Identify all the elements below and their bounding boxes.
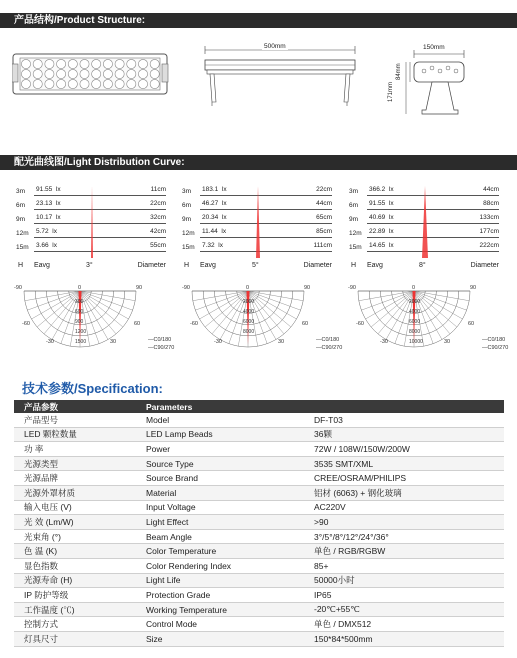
led-icon — [127, 69, 136, 78]
led-icon — [80, 59, 89, 68]
spec-cell-cn: 显色指数 — [14, 558, 136, 573]
led-icon — [103, 79, 112, 88]
diameter-value: 222cm — [479, 242, 499, 249]
height-label: 9m — [16, 216, 26, 223]
height-label: 3m — [349, 188, 359, 195]
led-icon — [21, 79, 30, 88]
led-icon — [92, 59, 101, 68]
led-icon — [150, 59, 159, 68]
depth-dimension: 84mm — [396, 63, 402, 80]
led-icon — [115, 59, 124, 68]
polar-axis-label: —C90/270 — [148, 345, 175, 351]
spec-cell-value: DF-T03 — [304, 413, 504, 427]
height-label: 15m — [16, 244, 29, 251]
polar-diagram-8deg — [348, 283, 510, 355]
table-row — [14, 631, 504, 646]
led-icon — [21, 69, 30, 78]
height-label: 15m — [182, 244, 195, 251]
polar-axis-label: -90 — [348, 285, 356, 291]
spec-cell-value: 3°/5°/8°/12°/24°/36° — [304, 529, 504, 544]
led-icon — [150, 69, 159, 78]
height-label: 15m — [349, 244, 362, 251]
polar-ring-label: 6000 — [243, 319, 255, 325]
polar-axis-label: -60 — [22, 321, 30, 327]
table-row — [14, 515, 504, 530]
spec-cell-value: 72W / 108W/150W/200W — [304, 442, 504, 457]
spec-title: 技术参数/Specification: — [22, 381, 163, 396]
led-icon — [127, 79, 136, 88]
spec-cell-cn: 控制方式 — [14, 617, 136, 632]
diameter-value: 42cm — [150, 228, 166, 235]
spec-cell-value: 铝材 (6063) + 钢化玻璃 — [304, 485, 504, 500]
spec-cell-cn: 光源寿命 (H) — [14, 573, 136, 588]
spec-cell-value: 36颗 — [304, 427, 504, 442]
table-row — [14, 500, 504, 515]
table-row — [14, 573, 504, 588]
polar-ring-label: 2000 — [243, 299, 255, 305]
spec-cell-cn: 光源类型 — [14, 456, 136, 471]
diameter-label: Diameter — [303, 262, 332, 269]
polar-axis-label: 0 — [246, 285, 250, 291]
spec-cell-en: Source Brand — [136, 471, 304, 486]
polar-axis-label: 30 — [110, 339, 117, 345]
eavg-label: Eavg — [367, 262, 383, 269]
table-row — [14, 456, 504, 471]
spec-cell-en: Color Rendering Index — [136, 558, 304, 573]
led-icon — [127, 59, 136, 68]
spec-cell-en: LED Lamp Beads — [136, 427, 304, 442]
led-icon — [138, 59, 147, 68]
led-icon — [103, 69, 112, 78]
spec-header-value — [304, 400, 504, 413]
spec-cell-value: 85+ — [304, 558, 504, 573]
diameter-value: 85cm — [316, 228, 332, 235]
diameter-value: 133cm — [479, 214, 499, 221]
diameter-value: 111cm — [313, 242, 332, 249]
product-side-view — [200, 42, 360, 110]
table-row — [14, 617, 504, 632]
lux-value: 7.32 lx — [202, 242, 223, 249]
spec-cell-cn: 工作温度 (℃) — [14, 602, 136, 617]
diameter-value: 65cm — [316, 214, 332, 221]
spec-cell-en: Source Type — [136, 456, 304, 471]
spec-cell-value: AC220V — [304, 500, 504, 515]
spec-cell-cn: LED 颗粒数量 — [14, 427, 136, 442]
table-row — [14, 485, 504, 500]
spec-cell-value: 50000小时 — [304, 573, 504, 588]
lux-value: 91.55 lx — [36, 186, 61, 193]
polar-axis-label: -60 — [190, 321, 198, 327]
lux-value: 91.55 lx — [369, 200, 394, 207]
polar-axis-label: 90 — [470, 285, 477, 291]
lux-value: 23.13 lx — [36, 200, 61, 207]
polar-axis-label: -30 — [214, 339, 222, 345]
polar-axis-label: 0 — [412, 285, 416, 291]
spec-cell-value: IP65 — [304, 588, 504, 603]
polar-axis-label: 60 — [468, 321, 475, 327]
polar-axis-label: —C90/270 — [482, 345, 509, 351]
polar-ring-label: 900 — [75, 319, 84, 325]
spec-cell-value: 单色 / RGB/RGBW — [304, 544, 504, 559]
led-icon — [45, 79, 54, 88]
diameter-value: 22cm — [316, 186, 332, 193]
width-dimension: 150mm — [423, 44, 445, 51]
product-front-view — [12, 46, 172, 102]
polar-ring-label: 4000 — [243, 309, 255, 315]
table-row — [14, 558, 504, 573]
led-icon — [103, 59, 112, 68]
led-icon — [45, 59, 54, 68]
polar-axis-label: 60 — [134, 321, 141, 327]
polar-axis-label: -30 — [46, 339, 54, 345]
spec-cell-value: CREE/OSRAM/PHILIPS — [304, 471, 504, 486]
diameter-value: 177cm — [479, 228, 499, 235]
polar-axis-label: 0 — [78, 285, 82, 291]
lux-value: 22.89 lx — [369, 228, 394, 235]
led-icon — [57, 59, 66, 68]
led-icon — [80, 79, 89, 88]
polar-axis-label: 90 — [136, 285, 143, 291]
diameter-value: 32cm — [150, 214, 166, 221]
polar-diagram-5deg — [182, 283, 344, 355]
distribution-chart-8deg — [349, 186, 499, 274]
led-icon — [115, 79, 124, 88]
spec-cell-cn: 光 效 (Lm/W) — [14, 515, 136, 530]
lux-value: 10.17 lx — [36, 214, 61, 221]
spec-cell-en: Power — [136, 442, 304, 457]
beam-cone — [88, 186, 96, 258]
polar-axis-label: -90 — [14, 285, 22, 291]
diameter-label: Diameter — [137, 262, 166, 269]
height-label: 9m — [182, 216, 192, 223]
h-label: H — [351, 262, 357, 269]
spec-cell-en: Working Temperature — [136, 602, 304, 617]
spec-cell-en: Control Mode — [136, 617, 304, 632]
polar-ring-label: 600 — [75, 309, 84, 315]
table-row — [14, 588, 504, 603]
spec-cell-cn: 光束角 (°) — [14, 529, 136, 544]
led-icon — [57, 79, 66, 88]
lux-value: 3.66 lx — [36, 242, 57, 249]
polar-axis-label: 90 — [304, 285, 311, 291]
height-label: 6m — [16, 202, 26, 209]
polar-axis-label: —C90/270 — [316, 345, 343, 351]
beam-cone — [421, 186, 429, 258]
spec-cell-en: Material — [136, 485, 304, 500]
led-icon — [68, 79, 77, 88]
height-label: 12m — [182, 230, 195, 237]
polar-ring-label: 10000 — [409, 339, 423, 345]
lux-value: 40.69 lx — [369, 214, 394, 221]
led-icon — [68, 59, 77, 68]
diameter-value: 44cm — [316, 200, 332, 207]
polar-axis-label: -30 — [380, 339, 388, 345]
height-label: 12m — [349, 230, 362, 237]
diameter-value: 55cm — [150, 242, 166, 249]
spec-header-row — [14, 400, 504, 413]
led-icon — [57, 69, 66, 78]
beam-angle-label: 3° — [86, 262, 93, 269]
spec-cell-cn: 功 率 — [14, 442, 136, 457]
table-row — [14, 602, 504, 617]
spec-cell-en: Beam Angle — [136, 529, 304, 544]
spec-cell-value: 3535 SMT/XML — [304, 456, 504, 471]
polar-axis-label: 30 — [444, 339, 451, 345]
h-label: H — [184, 262, 190, 269]
height-label: 3m — [182, 188, 192, 195]
distribution-chart-5deg — [182, 186, 332, 274]
spec-cell-cn: 光源外罩材质 — [14, 485, 136, 500]
lux-value: 11.44 lx — [202, 228, 227, 235]
polar-ring-label: 2000 — [409, 299, 421, 305]
led-icon — [92, 69, 101, 78]
polar-ring-label: 8000 — [409, 329, 421, 335]
table-row — [14, 544, 504, 559]
spec-header-en: Parameters — [136, 400, 304, 413]
spec-cell-cn: 色 温 (K) — [14, 544, 136, 559]
spec-cell-en: Color Temperature — [136, 544, 304, 559]
table-row — [14, 529, 504, 544]
polar-axis-label: -90 — [182, 285, 190, 291]
table-row — [14, 442, 504, 457]
eavg-label: Eavg — [200, 262, 216, 269]
polar-axis-label: -60 — [356, 321, 364, 327]
distribution-chart-3deg — [16, 186, 166, 274]
table-row — [14, 413, 504, 427]
beam-angle-label: 5° — [252, 262, 259, 269]
spec-cell-cn: IP 防护等级 — [14, 588, 136, 603]
polar-ring-label: 300 — [75, 299, 84, 305]
spec-cell-value: >90 — [304, 515, 504, 530]
length-dimension: 500mm — [264, 43, 286, 50]
led-icon — [138, 79, 147, 88]
led-icon — [21, 59, 30, 68]
spec-cell-en: Protection Grade — [136, 588, 304, 603]
led-icon — [68, 69, 77, 78]
diameter-value: 11cm — [150, 186, 166, 193]
diameter-value: 88cm — [483, 200, 499, 207]
led-icon — [33, 59, 42, 68]
led-icon — [115, 69, 124, 78]
led-icon — [33, 79, 42, 88]
spec-cell-en: Model — [136, 413, 304, 427]
diameter-label: Diameter — [470, 262, 499, 269]
spec-cell-cn: 光源品牌 — [14, 471, 136, 486]
polar-ring-label: 1200 — [75, 329, 87, 335]
beam-angle-label: 8° — [419, 262, 426, 269]
lux-value: 46.27 lx — [202, 200, 227, 207]
lux-value: 183.1 lx — [202, 186, 227, 193]
lux-value: 20.34 lx — [202, 214, 227, 221]
polar-axis-label: —C0/180 — [148, 337, 172, 343]
section-title-light-curve: 配光曲线图/Light Distribution Curve: — [0, 155, 517, 170]
lux-value: 14.65 lx — [369, 242, 394, 249]
beam-cone — [254, 186, 262, 258]
spec-cell-value: -20℃+55℃ — [304, 602, 504, 617]
polar-axis-label: —C0/180 — [482, 337, 506, 343]
spec-cell-cn: 输入电压 (V) — [14, 500, 136, 515]
height-label: 9m — [349, 216, 359, 223]
eavg-label: Eavg — [34, 262, 50, 269]
led-icon — [92, 79, 101, 88]
led-icon — [138, 69, 147, 78]
spec-cell-en: Light Life — [136, 573, 304, 588]
led-icon — [45, 69, 54, 78]
led-icon — [33, 69, 42, 78]
spec-cell-value: 150*84*500mm — [304, 631, 504, 646]
table-row — [14, 427, 504, 442]
lux-value: 366.2 lx — [369, 186, 394, 193]
section-title-structure: 产品结构/Product Structure: — [0, 13, 517, 28]
height-label: 6m — [182, 202, 192, 209]
spec-cell-cn: 灯具尺寸 — [14, 631, 136, 646]
product-end-view — [392, 44, 502, 119]
diameter-value: 22cm — [150, 200, 166, 207]
table-row — [14, 471, 504, 486]
polar-axis-label: 30 — [278, 339, 285, 345]
polar-ring-label: 6000 — [409, 319, 421, 325]
spec-table — [14, 400, 504, 647]
h-label: H — [18, 262, 24, 269]
spec-cell-cn: 产品型号 — [14, 413, 136, 427]
polar-ring-label: 4000 — [409, 309, 421, 315]
polar-ring-label: 8000 — [243, 329, 255, 335]
led-icon — [150, 79, 159, 88]
height-label: 6m — [349, 202, 359, 209]
height-dimension: 171mm — [388, 81, 394, 102]
polar-axis-label: 60 — [302, 321, 309, 327]
lux-value: 5.72 lx — [36, 228, 57, 235]
led-icon — [80, 69, 89, 78]
polar-axis-label: —C0/180 — [316, 337, 340, 343]
polar-diagram-3deg — [14, 283, 176, 355]
height-label: 12m — [16, 230, 29, 237]
spec-cell-en: Light Effect — [136, 515, 304, 530]
spec-cell-value: 单色 / DMX512 — [304, 617, 504, 632]
height-label: 3m — [16, 188, 26, 195]
spec-header-cn: 产品参数 — [14, 400, 136, 413]
polar-ring-label: 1500 — [75, 339, 87, 345]
diameter-value: 44cm — [483, 186, 499, 193]
spec-cell-en: Input Voltage — [136, 500, 304, 515]
spec-cell-en: Size — [136, 631, 304, 646]
